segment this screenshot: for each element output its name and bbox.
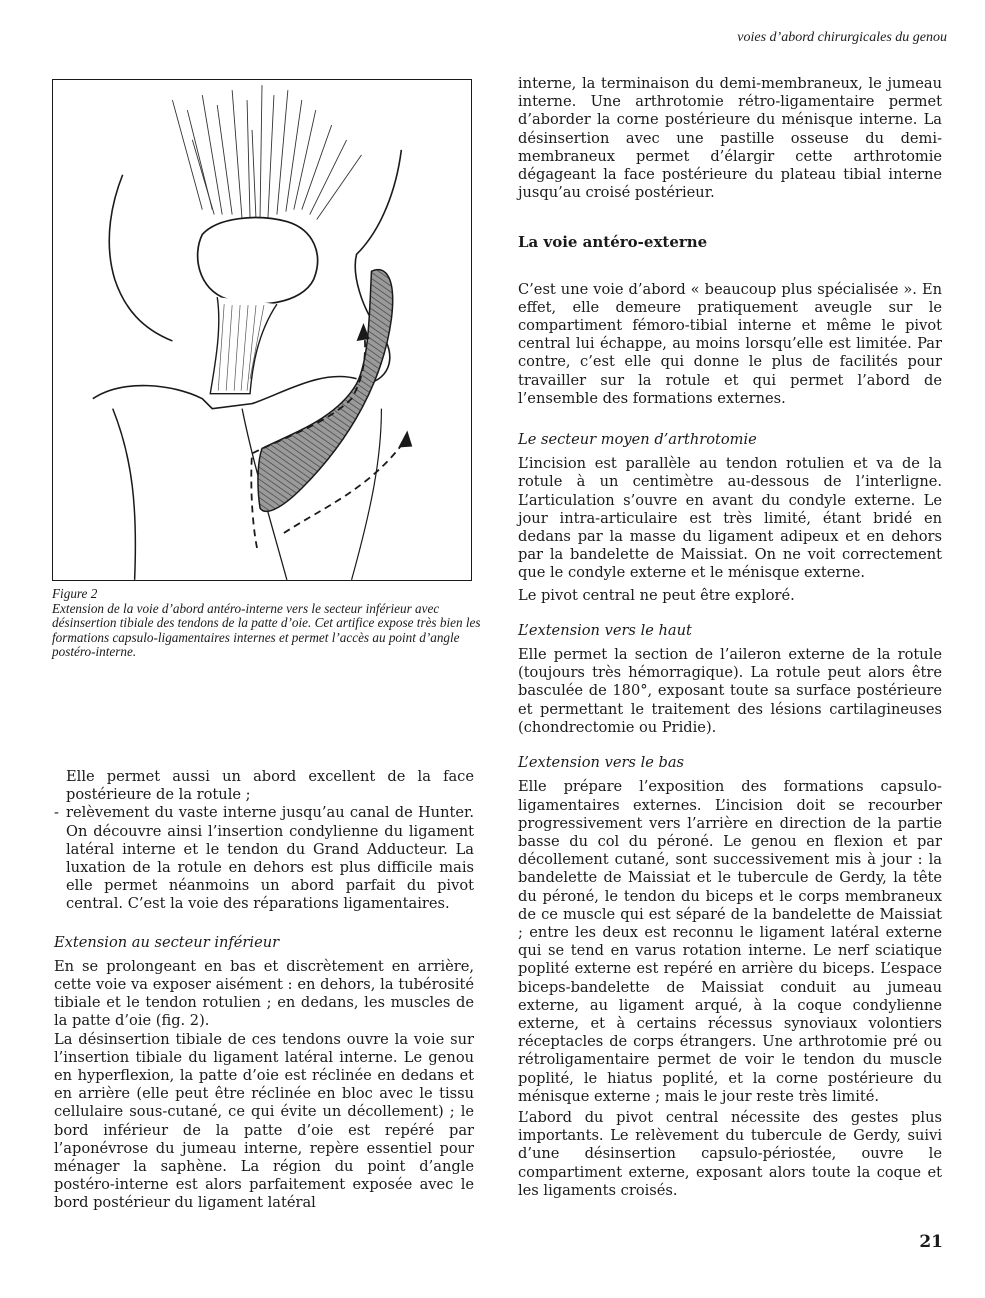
knee-anatomy-drawing [53, 80, 471, 580]
figure-caption-text: Extension de la voie d’abord antéro-interne vers le secteur inférieur avec désinsertion tibiale des tendons de la patte d’oie. Cet artifice expose très bien les formations capsulo-ligamentaires internes et permet l’accès au point d’angle postéro-interne. [52, 600, 481, 659]
running-header: voies d’abord chirurgicales du genou [737, 30, 947, 45]
subheading: Le secteur moyen d’arthrotomie [518, 431, 757, 449]
arrow-up-icon [398, 431, 412, 448]
right-column [518, 75, 942, 1200]
subheading: L’extension vers le haut [518, 621, 692, 639]
paragraph: interne, la terminaison du demi-membraneux, le jumeau interne. Une arthrotomie rétro-ligamentaire permet d’aborder la corne postérieure du ménisque interne. La désinsertion avec une pastille osseuse du demi-membraneux permet d’élargir cette arthrotomie dégageant la face postérieure du plateau tibial interne jusqu’au croisé postérieur. [518, 75, 942, 202]
paragraph: L’abord du pivot central nécessite des gestes plus importants. Le relèvement du tubercule de Gerdy, suivi d’une désinsertion capsulo-périostée, ouvre le compartiment externe, exposant alors toute la coque et les ligaments croisés. [518, 1108, 942, 1199]
left-column [54, 768, 474, 1213]
page-number: 21 [919, 1232, 943, 1252]
paragraph: Le pivot central ne peut être exploré. [518, 586, 795, 604]
paragraph: Elle permet la section de l’aileron externe de la rotule (toujours très hémorragique). La rotule peut alors être basculée de 180°, exposant toute sa surface postérieure et permettant le traitement des lésions cartilagineuses (chondrectomie ou Pridie). [518, 646, 942, 736]
paragraph: Elle prépare l’exposition des formations capsulo-ligamentaires externes. L’incision doit se recourber progressivement vers l’arrière en direction de la partie basse du col du péroné. Le genou en flexion et par décollement cutané, sont successivement mis à jour : la bandelette de Maissiat et le tubercule de Gerdy, la tête du péroné, le tendon du biceps et le corps membraneux de ce muscle qui est séparé de la bandelette de Maissiat ; entre les deux est reconnu le ligament latéral externe qui se tend en varus rotation interne. Le nerf sciatique poplité externe est repéré en arrière du biceps. L’espace biceps-bandelette de Maissiat conduit au jumeau externe, au ligament arqué, à la coque condylienne externe, et à certains récessus synoviaux volontiers réceptacles de corps étrangers. Une arthrotomie pré ou rétroligamentaire permet de voir le tendon du muscle poplité, le hiatus poplité, et la corne postérieure du ménisque externe ; mais le jour reste très limité. [518, 778, 942, 1105]
bullet-paragraph: - relèvement du vaste interne jusqu’au canal de Hunter. On découvre ainsi l’insertion condylienne du ligament latéral interne et le tendon du Grand Adducteur. La luxation de la rotule en dehors est plus difficile mais elle permet néanmoins un abord parfait du pivot central. C’est la voie des réparations ligamentaires. [54, 804, 474, 913]
section-title: La voie antéro-externe [518, 233, 708, 252]
figure-caption [52, 587, 482, 660]
paragraph: En se prolongeant en bas et discrètement en arrière, cette voie va exposer aisément : en dehors, la tubérosité tibiale et le tendon rotulien ; en dedans, les muscles de la patte d’oie (fig. 2). [54, 957, 474, 1030]
figure-illustration [52, 79, 472, 581]
paragraph: La désinsertion tibiale de ces tendons ouvre la voie sur l’insertion tibiale du ligament latéral interne. Le genou en hyperflexion, la patte d’oie est réclinée en dedans et en arrière (elle peut être réclinée en bloc avec le tissu cellulaire sous-cutané, ce qui évite un décollement) ; le bord inférieur de la patte d’oie est repéré par l’aponévrose du jumeau interne, repère essentiel pour ménager la saphène. La région du point d’angle postéro-interne est alors parfaitement exposée avec le bord postérieur du ligament latéral [54, 1030, 474, 1212]
subheading: L’extension vers le bas [518, 754, 685, 772]
paragraph: C’est une voie d’abord « beaucoup plus spécialisée ». En effet, elle demeure pratiquement aveugle sur le compartiment fémoro-tibial interne et même le pivot central lui échappe, au moins lorsqu’elle est limitée. Par contre, c’est elle qui donne le plus de facilités pour travailler sur la rotule et qui permet l’abord de l’ensemble des formations externes. [518, 280, 942, 407]
paragraph: L’incision est parallèle au tendon rotulien et va de la rotule à un centimètre au-dessous de l’interligne. L’articulation s’ouvre en avant du condyle externe. Le jour intra-articulaire est très limité, étant bridé en dedans par la masse du ligament adipeux et en dehors par la bandelette de Maissiat. On ne voit correctement que le condyle externe et le ménisque externe. [518, 455, 942, 582]
figure-label: Figure 2 [52, 586, 98, 601]
paragraph: Elle permet aussi un abord excellent de la face postérieure de la rotule ; [66, 768, 474, 804]
subheading: Extension au secteur inférieur [54, 933, 280, 951]
